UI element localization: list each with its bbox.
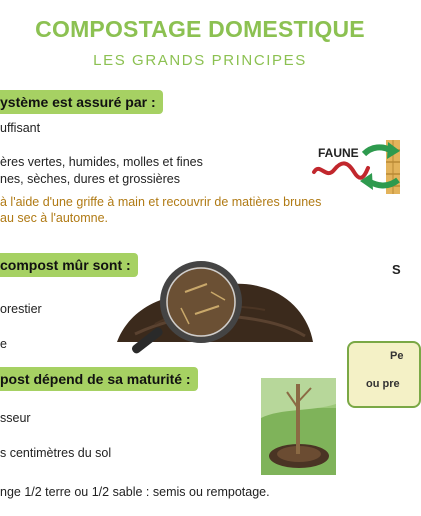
system-tip-line-1: à l'aide d'une griffe à main et recouvrir de matières brunes [0, 195, 322, 209]
cycle-arrows-icon [358, 140, 400, 196]
use-line-3: nge 1/2 terre ou 1/2 sable : semis ou rempotage. [0, 485, 270, 499]
use-line-2: s centimètres du sol [0, 446, 112, 460]
side-info-box [347, 341, 421, 408]
mature-line-2: e [0, 337, 7, 351]
system-tip-line-2: au sec à l'automne. [0, 211, 109, 225]
system-line-3: nes, sèches, dures et grossières [0, 172, 180, 186]
side-box-line-2: ou pre [366, 378, 400, 390]
page-subtitle: LES GRANDS PRINCIPES [93, 52, 307, 69]
faune-label: FAUNE [318, 146, 359, 160]
compost-pile-image [115, 262, 315, 358]
use-line-1: sseur [0, 411, 31, 425]
tree-mulch-photo [261, 378, 336, 475]
system-line-2: ères vertes, humides, molles et fines [0, 155, 203, 169]
system-line-1: uffisant [0, 121, 41, 135]
mature-line-1: orestier [0, 302, 42, 316]
side-box-line-1: Pe [390, 350, 404, 362]
section-heading-maturity-use: post dépend de sa maturité : [0, 367, 198, 391]
page-title: COMPOSTAGE DOMESTIQUE [35, 16, 365, 42]
side-letter: S [392, 262, 401, 277]
section-heading-mature-compost: compost mûr sont : [0, 253, 138, 277]
section-heading-system: ystème est assuré par : [0, 90, 163, 114]
